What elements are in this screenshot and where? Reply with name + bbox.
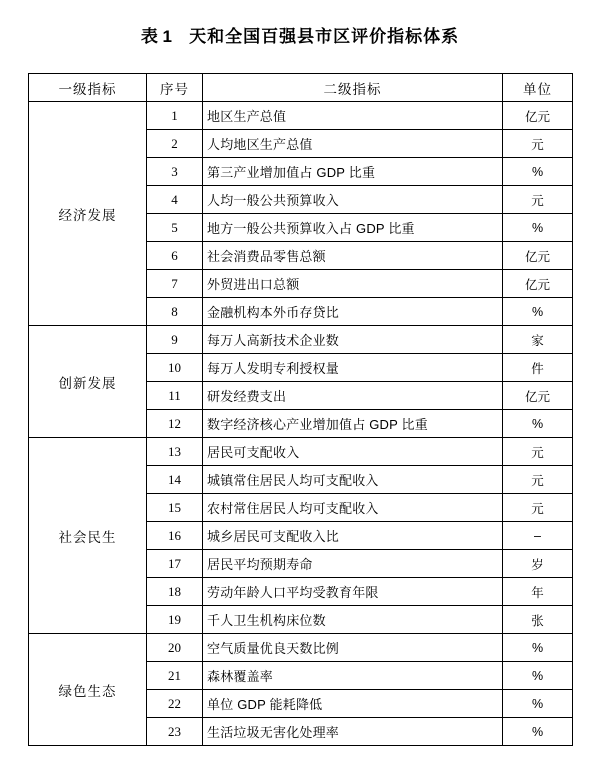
indicator-name: 金融机构本外币存贷比 <box>203 298 503 326</box>
category-cell: 社会民生 <box>29 438 147 634</box>
indicator-table-wrap <box>28 73 572 746</box>
indicator-name: 地方一般公共预算收入占 GDP 比重 <box>203 214 503 242</box>
indicator-unit: % <box>503 158 573 186</box>
table-row <box>29 438 573 466</box>
indicator-name: 居民平均预期寿命 <box>203 550 503 578</box>
row-index: 6 <box>147 242 203 270</box>
indicator-unit: 元 <box>503 494 573 522</box>
indicator-unit: 岁 <box>503 550 573 578</box>
row-index: 2 <box>147 130 203 158</box>
row-index: 20 <box>147 634 203 662</box>
table-row <box>29 326 573 354</box>
row-index: 14 <box>147 466 203 494</box>
row-index: 22 <box>147 690 203 718</box>
indicator-unit: 亿元 <box>503 102 573 130</box>
indicator-name: 城镇常住居民人均可支配收入 <box>203 466 503 494</box>
page-title <box>0 22 600 47</box>
indicator-unit: 亿元 <box>503 270 573 298</box>
category-cell: 绿色生态 <box>29 634 147 746</box>
row-index: 19 <box>147 606 203 634</box>
column-header-index: 序号 <box>147 74 203 102</box>
category-cell: 经济发展 <box>29 102 147 326</box>
row-index: 4 <box>147 186 203 214</box>
indicator-unit: – <box>503 522 573 550</box>
row-index: 1 <box>147 102 203 130</box>
indicator-unit: % <box>503 410 573 438</box>
indicator-name: 外贸进出口总额 <box>203 270 503 298</box>
indicator-name: 每万人发明专利授权量 <box>203 354 503 382</box>
indicator-unit: % <box>503 718 573 746</box>
row-index: 15 <box>147 494 203 522</box>
table-row <box>29 102 573 130</box>
indicator-unit: 元 <box>503 438 573 466</box>
indicator-unit: % <box>503 662 573 690</box>
indicator-name: 地区生产总值 <box>203 102 503 130</box>
indicator-unit: 张 <box>503 606 573 634</box>
indicator-name: 农村常住居民人均可支配收入 <box>203 494 503 522</box>
indicator-name: 人均一般公共预算收入 <box>203 186 503 214</box>
table-header <box>29 74 573 102</box>
document-page <box>0 22 600 763</box>
table-title-text: 天和全国百强县市区评价指标体系 <box>189 27 460 46</box>
column-header-category: 一级指标 <box>29 74 147 102</box>
indicator-name: 生活垃圾无害化处理率 <box>203 718 503 746</box>
indicator-unit: % <box>503 214 573 242</box>
table-body <box>29 102 573 746</box>
row-index: 5 <box>147 214 203 242</box>
row-index: 7 <box>147 270 203 298</box>
indicator-name: 单位 GDP 能耗降低 <box>203 690 503 718</box>
row-index: 8 <box>147 298 203 326</box>
column-header-subindicator: 二级指标 <box>203 74 503 102</box>
indicator-name: 空气质量优良天数比例 <box>203 634 503 662</box>
indicator-name: 千人卫生机构床位数 <box>203 606 503 634</box>
indicator-name: 数字经济核心产业增加值占 GDP 比重 <box>203 410 503 438</box>
indicator-unit: 元 <box>503 466 573 494</box>
indicator-name: 森林覆盖率 <box>203 662 503 690</box>
table-row <box>29 634 573 662</box>
row-index: 18 <box>147 578 203 606</box>
indicator-name: 居民可支配收入 <box>203 438 503 466</box>
indicator-unit: 件 <box>503 354 573 382</box>
indicator-name: 城乡居民可支配收入比 <box>203 522 503 550</box>
row-index: 13 <box>147 438 203 466</box>
indicator-unit: 年 <box>503 578 573 606</box>
table-number: 表 1 <box>140 27 172 46</box>
indicator-name: 社会消费品零售总额 <box>203 242 503 270</box>
row-index: 12 <box>147 410 203 438</box>
indicator-name: 人均地区生产总值 <box>203 130 503 158</box>
column-header-unit: 单位 <box>503 74 573 102</box>
row-index: 21 <box>147 662 203 690</box>
indicator-name: 劳动年龄人口平均受教育年限 <box>203 578 503 606</box>
row-index: 9 <box>147 326 203 354</box>
row-index: 3 <box>147 158 203 186</box>
indicator-name: 研发经费支出 <box>203 382 503 410</box>
indicator-name: 第三产业增加值占 GDP 比重 <box>203 158 503 186</box>
indicator-unit: % <box>503 298 573 326</box>
row-index: 16 <box>147 522 203 550</box>
indicator-unit: 元 <box>503 130 573 158</box>
indicator-unit: 元 <box>503 186 573 214</box>
table-header-row <box>29 74 573 102</box>
category-cell: 创新发展 <box>29 326 147 438</box>
row-index: 10 <box>147 354 203 382</box>
indicator-unit: % <box>503 634 573 662</box>
indicator-unit: 亿元 <box>503 382 573 410</box>
indicator-table <box>28 73 573 746</box>
row-index: 17 <box>147 550 203 578</box>
row-index: 23 <box>147 718 203 746</box>
indicator-unit: 亿元 <box>503 242 573 270</box>
indicator-unit: % <box>503 690 573 718</box>
indicator-name: 每万人高新技术企业数 <box>203 326 503 354</box>
indicator-unit: 家 <box>503 326 573 354</box>
row-index: 11 <box>147 382 203 410</box>
